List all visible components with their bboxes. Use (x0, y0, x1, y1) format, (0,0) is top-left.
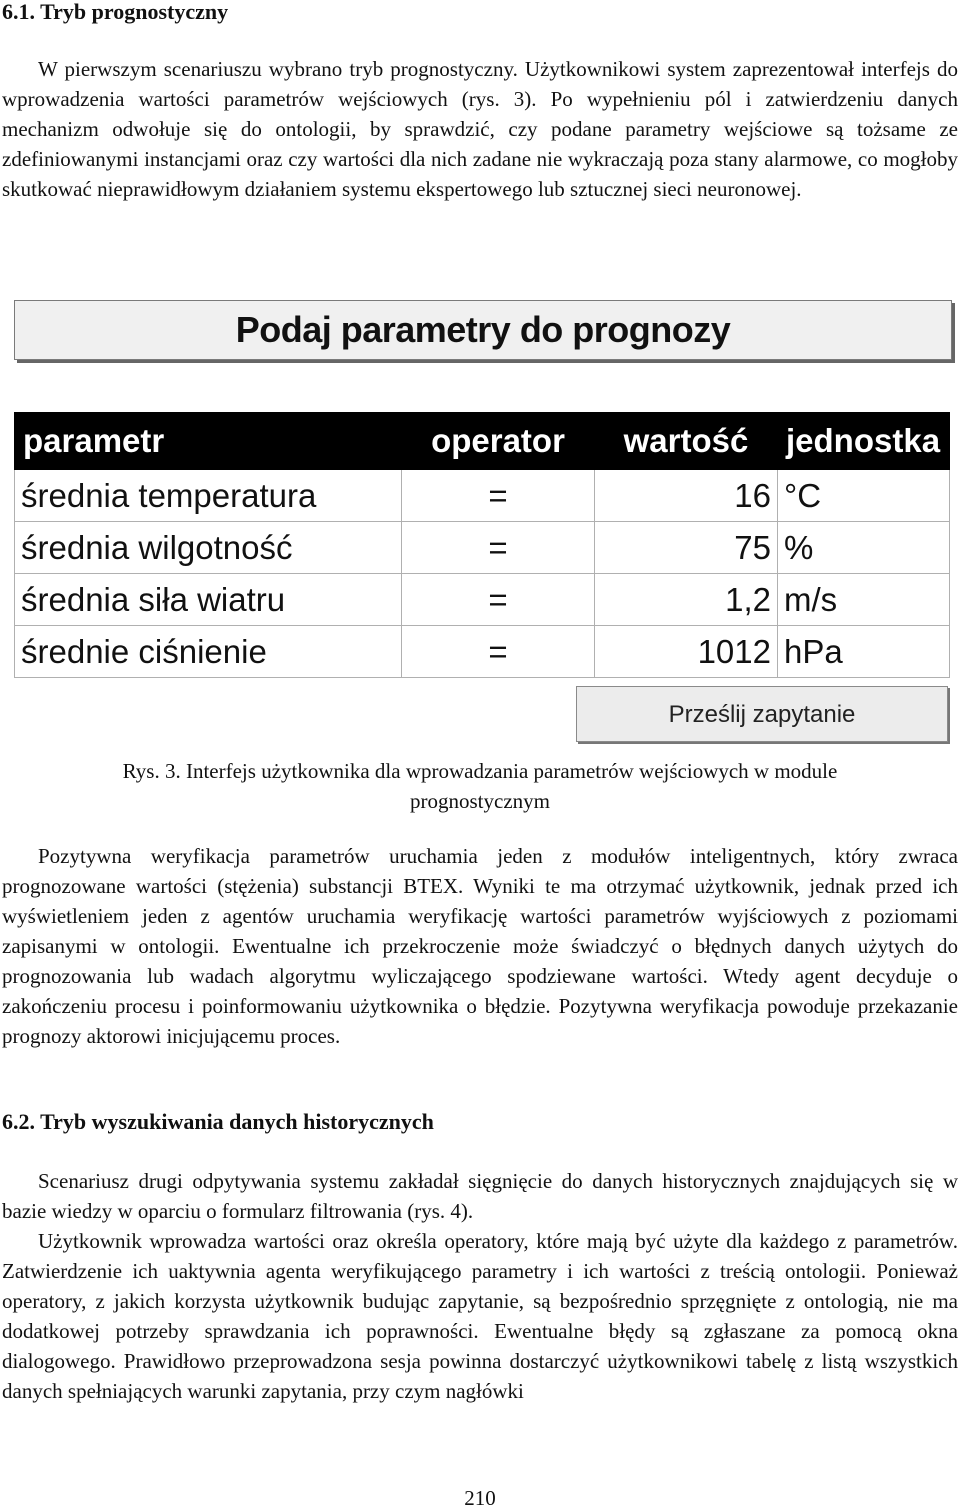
paragraph-verification (2, 841, 958, 1051)
parameters-table (14, 412, 950, 678)
send-query-button[interactable]: Prześlij zapytanie (576, 686, 948, 742)
paragraph-user-input (2, 1226, 958, 1406)
table-row (15, 470, 950, 522)
operator-select[interactable]: = (402, 470, 595, 522)
param-name: średnia siła wiatru (15, 574, 402, 626)
unit-label: hPa (778, 626, 950, 678)
table-header-row (15, 413, 950, 470)
unit-label: % (778, 522, 950, 574)
operator-select[interactable]: = (402, 522, 595, 574)
param-name: średnie ciśnienie (15, 626, 402, 678)
header-parametr: parametr (15, 413, 402, 470)
page-number: 210 (464, 1486, 496, 1510)
table-row (15, 574, 950, 626)
figure-caption (0, 756, 960, 816)
section-heading-6-2: 6.2. Tryb wyszukiwania danych historycznych (2, 1109, 434, 1134)
value-input[interactable]: 16 (595, 470, 778, 522)
paragraph-verification-text: Pozytywna weryfikacja parametrów uruchamia jeden z modułów inteligentnych, który zwraca prognozowane wartości (stężenia) substancji BTEX. Wyniki te ma otrzymać użytkownik, jednak przed ich wyświetleniem jeden z agentów uruchamia weryfikację wartości parametrów wyjściowych z poziomami zapisanymi w ontologii. Ewentualne ich przekroczenie może świadczyć o błędnych danych użytych do prognozowania lub wadach algorytmu wyliczającego spodziewane wartości. Wtedy agent decyduje o zakończeniu procesu i poinformowaniu użytkownika o błędzie. Pozytywna weryfikacja powoduje przekazanie prognozy aktorowi inicjującemu proces. (2, 844, 958, 1048)
param-name: średnia wilgotność (15, 522, 402, 574)
header-operator: operator (402, 413, 595, 470)
section-heading-6-1: 6.1. Tryb prognostyczny (2, 0, 229, 24)
value-input[interactable]: 1012 (595, 626, 778, 678)
table-row (15, 522, 950, 574)
panel-title: Podaj parametry do prognozy (235, 309, 731, 350)
header-wartosc: wartość (595, 413, 778, 470)
operator-select[interactable]: = (402, 626, 595, 678)
param-name: średnia temperatura (15, 470, 402, 522)
caption-line-1: Rys. 3. Interfejs użytkownika dla wprowadzania parametrów wejściowych w module (122, 759, 838, 783)
caption-line-2: prognostycznym (410, 789, 550, 813)
paragraph-intro (2, 54, 958, 204)
paragraph-user-input-text: Użytkownik wprowadza wartości oraz określa operatory, które mają być użyte dla każdego z parametrów. Zatwierdzenie ich uaktywnia agenta weryfikującego parametry i ich wartości z treścią ontologii. Ponieważ operatory, z jakich korzysta użytkownik budując zapytanie, są bezpośrednio sprzęgnięte z ontologią, nie ma dodatkowej potrzeby sprawdzania ich poprawności. Ewentualne błędy są zgłaszane za pomocą okna dialogowego. Prawidłowo przeprowadzona sesja powinna dostarczyć użytkownikowi tabelę z listą wszystkich danych spełniających warunki zapytania, przy czym nagłówki (2, 1229, 958, 1403)
unit-label: °C (778, 470, 950, 522)
value-input[interactable]: 1,2 (595, 574, 778, 626)
prognosis-panel-header (14, 300, 952, 360)
paragraph-intro-text: W pierwszym scenariuszu wybrano tryb prognostyczny. Użytkownikowi system zaprezentował interfejs do wprowadzenia wartości parametrów wejściowych (rys. 3). Po wypełnieniu pól i zatwierdzeniu danych mechanizm odwołuje się do ontologii, by sprawdzić, czy podane parametry wejściowe są tożsame ze zdefiniowanymi instancjami oraz czy wartości dla nich zadane nie wykraczają poza stany alarmowe, co mogłoby skutkować nieprawidłowym działaniem systemu ekspertowego lub sztucznej sieci neuronowej. (2, 57, 958, 201)
paragraph-scenario-two-text: Scenariusz drugi odpytywania systemu zakładał sięgnięcie do danych historycznych znajdujących się w bazie wiedzy w oparciu o formularz filtrowania (rys. 4). (2, 1169, 958, 1223)
table-row (15, 626, 950, 678)
value-input[interactable]: 75 (595, 522, 778, 574)
header-jednostka: jednostka (778, 413, 950, 470)
paragraph-scenario-two (2, 1166, 958, 1226)
unit-label: m/s (778, 574, 950, 626)
operator-select[interactable]: = (402, 574, 595, 626)
